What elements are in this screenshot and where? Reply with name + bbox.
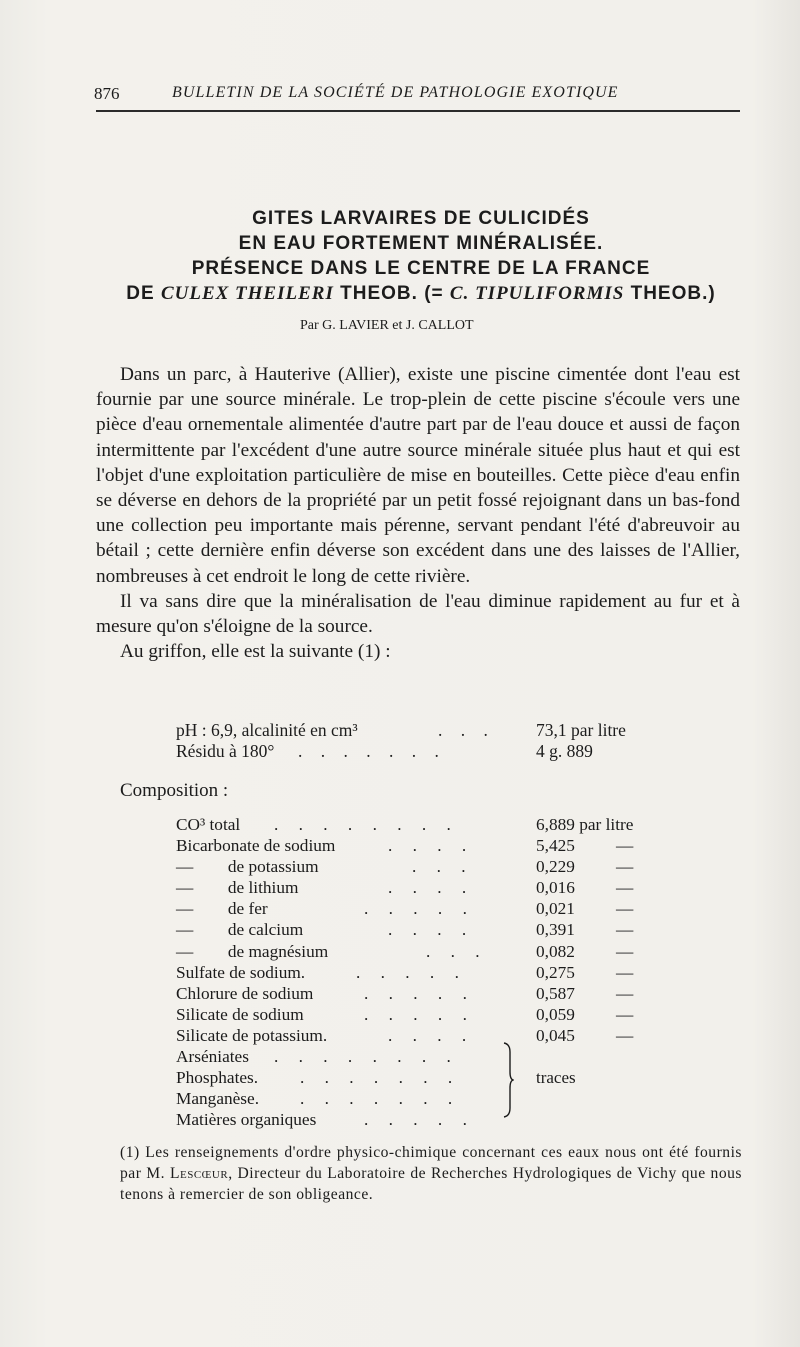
ditto-dash: — xyxy=(616,941,634,961)
composition-value: 0,082 xyxy=(536,941,575,961)
leader-dots: . . . . xyxy=(388,836,475,856)
running-header xyxy=(94,84,740,108)
composition-row xyxy=(176,1088,676,1109)
composition-label: — de lithium xyxy=(176,878,299,898)
composition-label: — de magnésium xyxy=(176,941,329,961)
ditto-dash: — xyxy=(616,1025,634,1045)
footnote-marker: (1) xyxy=(120,1144,140,1161)
leader-dots: . . . . . xyxy=(364,899,475,919)
species-synonym: C. TIPULIFORMIS xyxy=(449,283,625,304)
composition-row xyxy=(176,1046,676,1067)
leader-dots: . . . . . . . xyxy=(300,1089,461,1109)
title-line-3: PRÉSENCE DANS LE CENTRE DE LA FRANCE xyxy=(191,258,651,279)
ditto-dash: — xyxy=(616,983,634,1003)
ditto-dash: — xyxy=(616,1004,634,1024)
byline: Par G. LAVIER et J. CALLOT xyxy=(300,318,474,333)
composition-row xyxy=(176,877,676,898)
composition-row xyxy=(176,835,676,856)
composition-table xyxy=(176,814,676,1130)
traces-label: traces xyxy=(536,1068,576,1087)
composition-label: Matières organiques xyxy=(176,1110,317,1130)
composition-row xyxy=(176,941,676,962)
analysis-table xyxy=(176,720,676,762)
leader-dots: . . . . . . . . xyxy=(274,815,459,834)
composition-label: Silicate de potassium. xyxy=(176,1025,328,1045)
leader-dots: . . . . . xyxy=(356,962,467,982)
analysis-row xyxy=(176,720,676,741)
composition-value: 0,021 xyxy=(536,899,575,919)
composition-row xyxy=(176,1067,676,1088)
running-title: BULLETIN DE LA SOCIÉTÉ DE PATHOLOGIE EXOTIQUE xyxy=(172,84,619,101)
title-part: THEOB.) xyxy=(624,283,716,304)
ditto-dash: — xyxy=(616,962,634,982)
composition-label: Arséniates xyxy=(176,1047,249,1067)
title-line-1: GITES LARVAIRES DE CULICIDÉS xyxy=(252,208,590,229)
composition-value: 0,059 xyxy=(536,1004,575,1024)
footnote-text: , Directeur du Laboratoire de Recherches Hydrologiques de Vichy que nous tenons à remercier de son obligeance. xyxy=(120,1165,742,1203)
ditto-dash: — xyxy=(616,899,634,919)
traces-brace xyxy=(500,1042,514,1118)
species-name: CULEX THEILERI xyxy=(160,283,334,304)
composition-label: Manganèse. xyxy=(176,1089,260,1109)
composition-row xyxy=(176,1025,676,1046)
composition-row xyxy=(176,814,676,835)
footnote-person: Lescœur xyxy=(169,1165,229,1182)
title-part: THEOB. (= xyxy=(333,283,450,304)
composition-row xyxy=(176,983,676,1004)
header-rule xyxy=(96,110,740,112)
leader-dots: . . . . xyxy=(388,920,475,940)
paragraph: Il va sans dire que la minéralisation de l'eau diminue rapidement au fur et à mesure qu'on s'éloigne de la source. xyxy=(96,590,740,638)
composition-label: — de calcium xyxy=(176,920,304,940)
composition-value: 0,275 xyxy=(536,962,575,982)
composition-label: Silicate de sodium xyxy=(176,1004,304,1024)
title-part: DE xyxy=(126,283,161,304)
leader-dots: . . . xyxy=(426,941,488,961)
composition-value: 5,425 xyxy=(536,836,575,856)
leader-dots: . . . . xyxy=(388,1025,475,1045)
footnote-text: Les renseignements d'ordre physico-chimique concernant ces eaux nous ont été fournis par M. xyxy=(120,1144,742,1182)
ditto-dash: — xyxy=(616,920,634,940)
footnote xyxy=(120,1142,742,1205)
composition-row xyxy=(176,898,676,919)
composition-row xyxy=(176,1004,676,1025)
composition-value: 0,587 xyxy=(536,983,575,1003)
composition-label: Chlorure de sodium xyxy=(176,983,314,1003)
article-body xyxy=(96,362,740,664)
analysis-label: pH : 6,9, alcalinité en cm³ xyxy=(176,720,358,740)
composition-value: 0,391 xyxy=(536,920,575,940)
composition-label: Sulfate de sodium. xyxy=(176,962,306,982)
composition-value: 0,045 xyxy=(536,1025,575,1045)
composition-value: 0,229 xyxy=(536,857,575,877)
leader-dots: . . . . . xyxy=(364,1004,475,1024)
page-number: 876 xyxy=(94,84,120,103)
composition-value: 6,889 par litre xyxy=(536,815,634,834)
paragraph: Dans un parc, à Hauterive (Allier), existe une piscine cimentée dont l'eau est fournie par une source minérale. Le trop-plein de cette piscine s'écoule vers une pièce d'eau ornementale alimentée d'autre part par de l'eau douce et aussi de façon intermittente par l'excédent d'une autre source minérale située plus haut et qui est l'objet d'une exploitation particulière de mise en bouteilles. Cette pièce d'eau enfin se déverse en dehors de la propriété par un petit fossé rejoignant dans un bas-fond une collection peu importante mais pérenne, servant pendant l'été d'abreuvoir au bétail ; cette dernière enfin déverse son excédent dans une des laisses de l'Allier, nombreuses à cet endroit le long de cette rivière. xyxy=(96,364,740,587)
ditto-dash: — xyxy=(616,836,634,856)
composition-value: 0,016 xyxy=(536,878,575,898)
leader-dots: . . . . xyxy=(388,878,475,898)
title-line-4 xyxy=(90,281,752,306)
leader-dots: . . . xyxy=(438,720,495,740)
composition-label: — de potassium xyxy=(176,857,319,877)
ditto-dash: — xyxy=(616,878,634,898)
composition-row xyxy=(176,856,676,877)
analysis-value: 4 g. 889 xyxy=(536,741,593,761)
composition-label: Phosphates. xyxy=(176,1068,259,1088)
composition-label: Bicarbonate de sodium xyxy=(176,836,336,856)
composition-row xyxy=(176,919,676,940)
analysis-value: 73,1 par litre xyxy=(536,720,626,740)
analysis-label: Résidu à 180° xyxy=(176,741,275,761)
composition-row xyxy=(176,962,676,983)
composition-label: — de fer xyxy=(176,899,268,919)
composition-title: Composition : xyxy=(120,780,229,801)
leader-dots: . . . xyxy=(412,857,474,877)
paragraph: Au griffon, elle est la suivante (1) : xyxy=(120,641,391,663)
composition-row xyxy=(176,1109,676,1130)
leader-dots: . . . . . . . . xyxy=(274,1047,459,1067)
leader-dots: . . . . . xyxy=(364,983,475,1003)
ditto-dash: — xyxy=(616,857,634,877)
leader-dots: . . . . . . . xyxy=(298,741,446,761)
leader-dots: . . . . . xyxy=(364,1110,475,1130)
analysis-row xyxy=(176,741,676,762)
composition-label: CO³ total xyxy=(176,815,241,834)
title-line-2: EN EAU FORTEMENT MINÉRALISÉE. xyxy=(238,233,604,254)
leader-dots: . . . . . . . xyxy=(300,1068,461,1088)
article-title xyxy=(90,206,752,306)
